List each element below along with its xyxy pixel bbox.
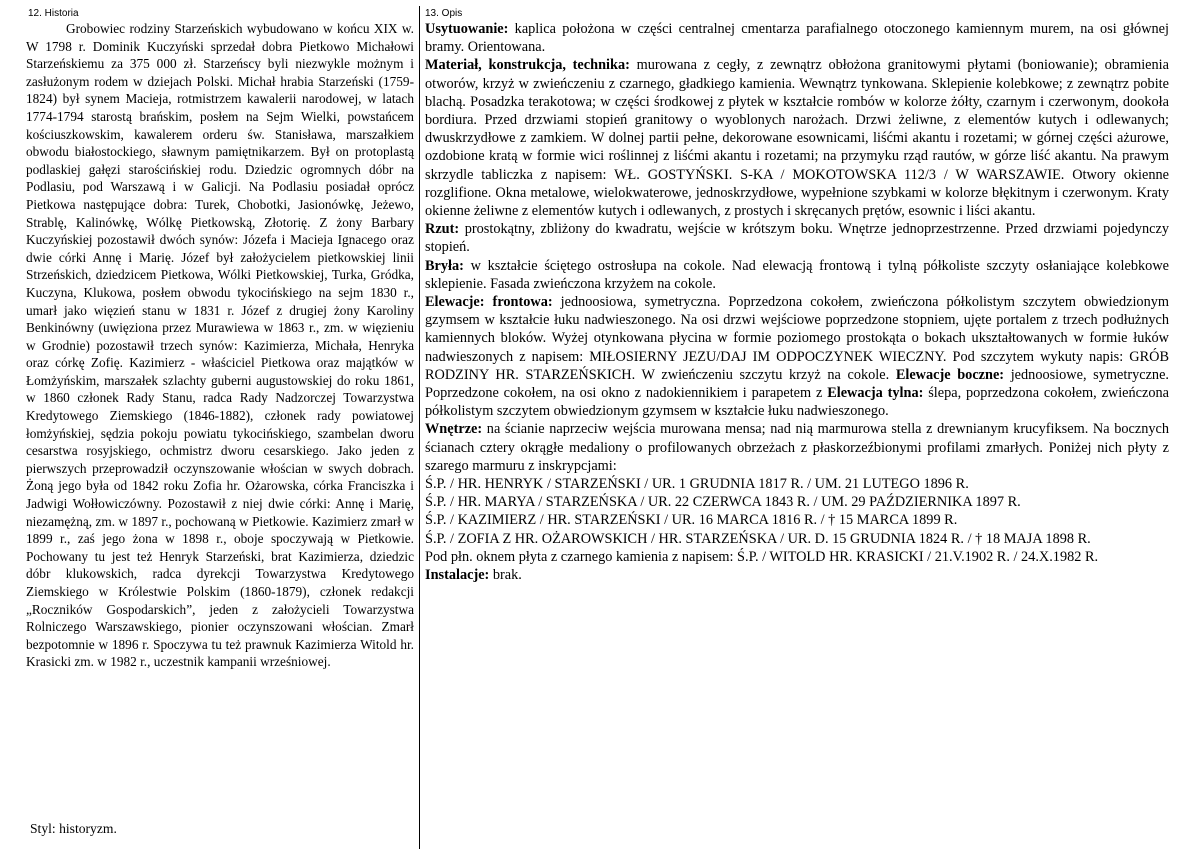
usytuowanie-paragraph xyxy=(425,20,1169,56)
wnetrze-text: na ścianie naprzeciw wejścia murowana mensa; nad nią marmurowa stella z drewnianym krucyfiksem. Na bocznych ścianach cztery okrągłe medaliony o profilowanych obrzeżach z płaskorzeźbionymi profilami zmarłych. Poniżej nich płyty z szarego marmuru z inskrypcjami: xyxy=(425,421,1169,474)
historia-heading: 12. Historia xyxy=(28,8,79,19)
column-divider xyxy=(419,6,420,849)
elewacje-paragraph xyxy=(425,293,1169,420)
usytuowanie-label: Usytuowanie: xyxy=(425,21,509,37)
opis-heading: 13. Opis xyxy=(425,8,463,19)
bryla-paragraph xyxy=(425,257,1169,293)
inscription-line: Ś.P. / HR. MARYA / STARZEŃSKA / UR. 22 CZERWCA 1843 R. / UM. 29 PAŹDZIERNIKA 1897 R. xyxy=(425,494,1021,511)
instalacje-text: brak. xyxy=(489,567,522,584)
wnetrze-label: Wnętrze: xyxy=(425,421,483,438)
instalacje-label: Instalacje: xyxy=(425,567,490,584)
rzut-paragraph xyxy=(425,220,1169,256)
material-label: Materiał, konstrukcja, technika: xyxy=(425,57,630,74)
inscription-line: Ś.P. / ZOFIA Z HR. OŻAROWSKICH / HR. STARZEŃSKA / UR. D. 15 GRUDNIA 1824 R. / † 18 MAJA 1898 R. xyxy=(425,530,1091,547)
inscription-line: Ś.P. / HR. HENRYK / STARZEŃSKI / UR. 1 GRUDNIA 1817 R. / UM. 21 LUTEGO 1896 R. xyxy=(425,476,969,493)
inscription-line: Ś.P. / KAZIMIERZ / HR. STARZEŃSKI / UR. 16 MARCA 1816 R. / † 15 MARCA 1899 R. xyxy=(425,512,958,529)
boczne-label: Elewacje boczne: xyxy=(895,366,1005,383)
pod-oknem-paragraph: Pod płn. oknem płyta z czarnego kamienia z napisem: Ś.P. / WITOLD HR. KRASICKI / 21.V.1902 R. / 24.X.1982 R. xyxy=(425,548,1099,565)
historia-column xyxy=(22,8,414,671)
rzut-label: Rzut: xyxy=(425,221,460,238)
tylna-label: Elewacja tylna: xyxy=(827,385,924,402)
opis-column xyxy=(425,8,1169,584)
boczne-text: jednoosiowe, symetryczne. Poprzedzone cokołem, na osi okno z nadokiennikiem i parapetem z xyxy=(425,366,1170,402)
styl-line: Styl: historyzm. xyxy=(30,821,117,836)
material-paragraph xyxy=(425,56,1169,220)
rzut-text: prostokątny, zbliżony do kwadratu, wejście w krótszym boku. Wnętrze jednoprzestrzenne. Przed drzwiami pojedynczy stopień. xyxy=(425,221,1169,256)
bryla-text: w kształcie ściętego ostrosłupa na cokole. Nad elewacją frontową i tylną półkoliste szczyty osłaniające kolebkowe sklepienie. Fasada zwieńczona krzyżem na cokole. xyxy=(425,257,1169,292)
instalacje-paragraph xyxy=(425,566,1169,584)
material-text: murowana z cegły, z zewnątrz obłożona granitowymi płytami (boniowanie); obramienia otworów, krzyż w zwieńczeniu z czarnego, gładkiego kamienia. Wewnątrz tynkowana. Sklepienie kolebkowe; z zewnątrz pobite blachą. Posadzka terakotowa; w części środkowej z płytek w kształcie rombów w kolorze żółty, czarnym i czerwonym, dookoła bordiura. Przed drzwiami stopień granitowy o wyoblonych narożach. Drzwi żeliwne, z elementów kutych i odlewanych; dwuskrzydłowe z zamkiem. W dolnej partii pełne, dekorowane esownicami, liśćmi akantu i rozetami; w górnej części ażurowe, ozdobione kratą w formie wici roślinnej z liśćmi akantu i rozetami; na przymyku rząd rautów, w górze liść akantu. Na prawym skrzydle tabliczka z napisem: WŁ. GOSTYŃSKI. S-KA / MOKOTOWSKA 112/3 / W WARSZAWIE. Otwory okienne rozglifione. Okna metalowe, wielokwaterowe, jednoskrzydłowe, wypełnione szybkami w kolorze błękitnym i czerwonym. Kraty okienne żeliwne z elementów kutych i odlewanych, z prostych i skręcanych prętów, esownic i liści akantu. xyxy=(425,57,1169,220)
bryla-label: Bryła: xyxy=(425,257,464,274)
usytuowanie-text: kaplica położona w części centralnej cmentarza parafialnego otoczonego kamiennym murem, na osi głównej bramy. Orientowana. xyxy=(425,21,1169,56)
elewacje-label: Elewacje: frontowa: xyxy=(425,294,553,311)
elewacje-text: jednoosiowa, symetryczna. Poprzedzona cokołem, zwieńczona półkolistym szczytem obwiedzionym gzymsem w kształcie łuku nadwieszonego. Na osi drzwi wejściowe poprzedzone stopniem, ujęte portalem z trzech podłużnych kamiennych bloków. Wyżej otynkowana płycina w formie poziomego prostokąta o bokach ukształtowanych w formie łuków nadwieszonych z napisem: MIŁOSIERNY JEZU/DAJ IM ODPOCZYNEK WIECZNY. Pod szczytem wykuty napis: GRÓB RODZINY HR. STARZEŃSKICH. W zwieńczeniu szczytu krzyż na cokole. xyxy=(425,294,1169,383)
historia-body: Grobowiec rodziny Starzeńskich wybudowano w końcu XIX w. W 1798 r. Dominik Kuczyński sprzedał dobra Pietkowo Michałowi Starzeńskiemu za 375 000 zł. Starzeńscy byli niezwykle możnym i zasłużonym rodem w dziejach Polski. Michał hrabia Starzeński (1759-1824) był synem Macieja, rotmistrzem kawalerii narodowej, w latach 1774-1794 starostą brańskim, posłem na Sejm Wielki, powstańcem kościuszkowskim, kawalerem orderu św. Stanisława, marszałkiem obwodu białostockiego, sławnym pamiętnikarzem. Był on protoplastą podlaskiej gałęzi starościńskiej rodu. Dziedzic ogromnych dóbr na Podlasiu, pod Warszawą i w Galicji. Na Podlasiu posiadał oprócz Pietkowa następujące dobra: Turek, Chobotki, Jasionówkę, Jeżewo, Strablę, Kalinówkę, Wólkę Pietkowską, Złotorię. Z żony Barbary Kuczyńskiej pozostawił dwóch synów: Józefa i Macieja Ignacego oraz dwie córki Annę i Marię. Józef był założycielem pietkowskiej linii Strzeńskich, dziedzicem Pietkowa, Wólki Pietkowskiej, Turka, Gródka, Kuczyna, Klukowa, posłem obwodu tykocińskiego na sejm 1830 r., umarł jako więzień stanu w 1831 r. Józef z drugiej żony Karoliny Benkinówny (uwięziona przez Murawiewa w 1863 r., zm. w więzieniu w Grodnie) pozostawił trzech synów: Kazimierza, Michała, Henryka oraz córkę Zofię. Kazimierz - właściciel Pietkowa oraz majątków w Łomżyńskim, marszałek szlachty guberni augustowskiej do roku 1861, w 1860 członek Rady Stanu, radca Rady Nadzorczej Towarzystwa Kredytowego Ziemskiego (1846-1882), członek rady powiatowej łomżyńskiej, sędzia pokoju powiatu tykocińskiego, szambelan dworu cesarstwa rosyjskiego, ochmistrz dworu cesarskiego. Jako jeden z pierwszych przeprowadził oczynszowanie włościan w swych dobrach. Żoną jego była od 1842 roku Zofia hr. Ożarowska, córka Franciszka i Jadwigi Wołłowiczówny. Pozostawił z niej dwie córki: Annę i Marię, niezamężną, zm. w 1897 r., pochowaną w Pietkowie. Kazimierz zmarł w 1899 r., zaś jego żona w 1898 r., oboje spoczywają w Pietkowie. Pochowany tu jest też Henryk Starzeński, brat Kazimierza, dziedzic dóbr klukowskich, radca dyrekcji Towarzystwa Kredytowego Ziemskiego w Królestwie Polskim (1860-1879), członek redakcji „Roczników Gospodarskich”, jeden z założycieli Towarzystwa Rolniczego Warszawskiego, pionier oczynszowani włościan. Zmarł bezpotomnie w 1896 r. Spoczywa tu też prawnuk Kazimierza Witold hr. Krasicki zm. w 1982 r., uczestnik kampanii wrześniowej. xyxy=(26,21,414,670)
tylna-text: ślepa, poprzedzona cokołem, zwieńczona półkolistym szczytem obwiedzionym gzymsem w kształcie łuku nadwieszonego. xyxy=(425,385,1169,420)
wnetrze-paragraph xyxy=(425,420,1169,475)
